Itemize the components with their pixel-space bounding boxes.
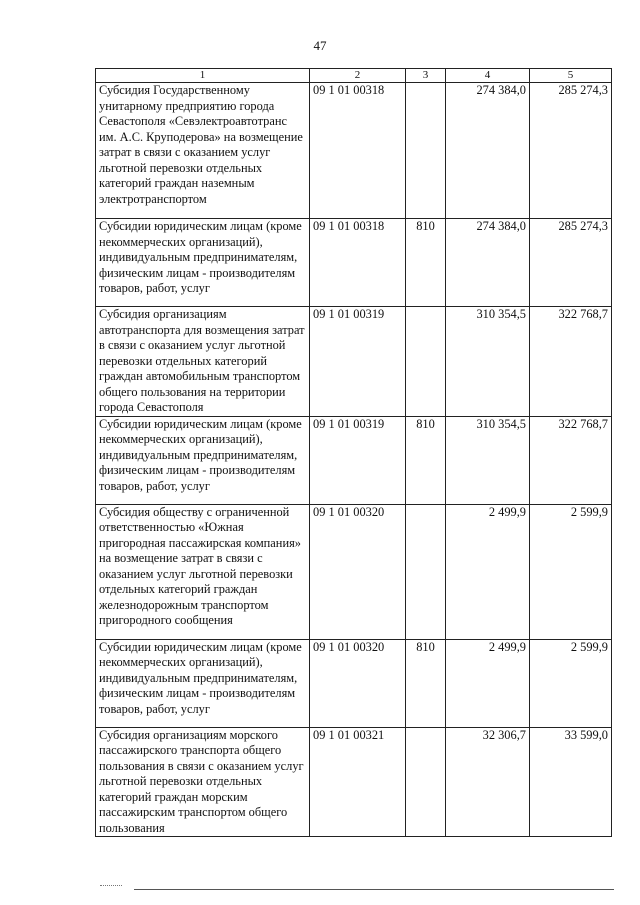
row-amount-year1: 274 384,0 <box>446 83 530 219</box>
row-amount-year2: 285 274,3 <box>530 219 612 307</box>
row-amount-year2: 285 274,3 <box>530 83 612 219</box>
table-row <box>96 504 612 639</box>
row-expense-type: 810 <box>406 416 446 504</box>
row-name: Субсидии юридическим лицам (кроме некоммерческих организаций), индивидуальным предпринимателям, физическим лицам - производителям товаров, работ, услуг <box>96 639 310 727</box>
row-amount-year1: 310 354,5 <box>446 307 530 417</box>
row-expense-type <box>406 504 446 639</box>
table-row <box>96 416 612 504</box>
row-amount-year1: 2 499,9 <box>446 504 530 639</box>
row-amount-year2: 322 768,7 <box>530 416 612 504</box>
row-target-code: 09 1 01 00319 <box>310 307 406 417</box>
table-row <box>96 83 612 219</box>
budget-table <box>95 68 612 837</box>
row-amount-year1: 32 306,7 <box>446 727 530 837</box>
footer-rule <box>134 889 614 890</box>
row-target-code: 09 1 01 00319 <box>310 416 406 504</box>
row-amount-year1: 2 499,9 <box>446 639 530 727</box>
column-header-3: 3 <box>406 69 446 83</box>
row-amount-year1: 274 384,0 <box>446 219 530 307</box>
row-amount-year2: 33 599,0 <box>530 727 612 837</box>
table-header-row <box>96 69 612 83</box>
column-header-5: 5 <box>530 69 612 83</box>
column-header-4: 4 <box>446 69 530 83</box>
row-name: Субсидия Государственному унитарному предприятию города Севастополя «Севэлектроавтотранс им. А.С. Круподерова» на возмещение затрат в связи с оказанием услуг льготной перевозки отдельных категорий граждан наземным электротранспортом <box>96 83 310 219</box>
row-expense-type: 810 <box>406 219 446 307</box>
row-name: Субсидии юридическим лицам (кроме некоммерческих организаций), индивидуальным предпринимателям, физическим лицам - производителям товаров, работ, услуг <box>96 416 310 504</box>
row-amount-year2: 2 599,9 <box>530 504 612 639</box>
row-amount-year1: 310 354,5 <box>446 416 530 504</box>
row-expense-type: 810 <box>406 639 446 727</box>
row-target-code: 09 1 01 00320 <box>310 504 406 639</box>
row-target-code: 09 1 01 00320 <box>310 639 406 727</box>
row-amount-year2: 322 768,7 <box>530 307 612 417</box>
row-amount-year2: 2 599,9 <box>530 639 612 727</box>
table-row <box>96 727 612 837</box>
row-target-code: 09 1 01 00318 <box>310 83 406 219</box>
table-row <box>96 219 612 307</box>
row-name: Субсидия организациям морского пассажирского транспорта общего пользования в связи с оказанием услуг льготной перевозки отдельных категорий граждан морским пассажирским транспортом общего пользования <box>96 727 310 837</box>
table-row <box>96 307 612 417</box>
column-header-2: 2 <box>310 69 406 83</box>
row-name: Субсидии юридическим лицам (кроме некоммерческих организаций), индивидуальным предпринимателям, физическим лицам - производителям товаров, работ, услуг <box>96 219 310 307</box>
row-target-code: 09 1 01 00318 <box>310 219 406 307</box>
row-name: Субсидия организациям автотранспорта для возмещения затрат в связи с оказанием услуг льготной перевозки отдельных категорий граждан автомобильным транспортом общего пользования на территории города Севастополя <box>96 307 310 417</box>
row-expense-type <box>406 83 446 219</box>
row-target-code: 09 1 01 00321 <box>310 727 406 837</box>
row-expense-type <box>406 727 446 837</box>
column-header-1: 1 <box>96 69 310 83</box>
table-row <box>96 639 612 727</box>
row-expense-type <box>406 307 446 417</box>
footer-dots <box>100 885 122 888</box>
page-number: 47 <box>313 38 327 53</box>
row-name: Субсидия обществу с ограниченной ответственностью «Южная пригородная пассажирская компания» на возмещение затрат в связи с оказанием услуг льготной перевозки отдельных категорий граждан железнодорожным транспортом пригородного сообщения <box>96 504 310 639</box>
